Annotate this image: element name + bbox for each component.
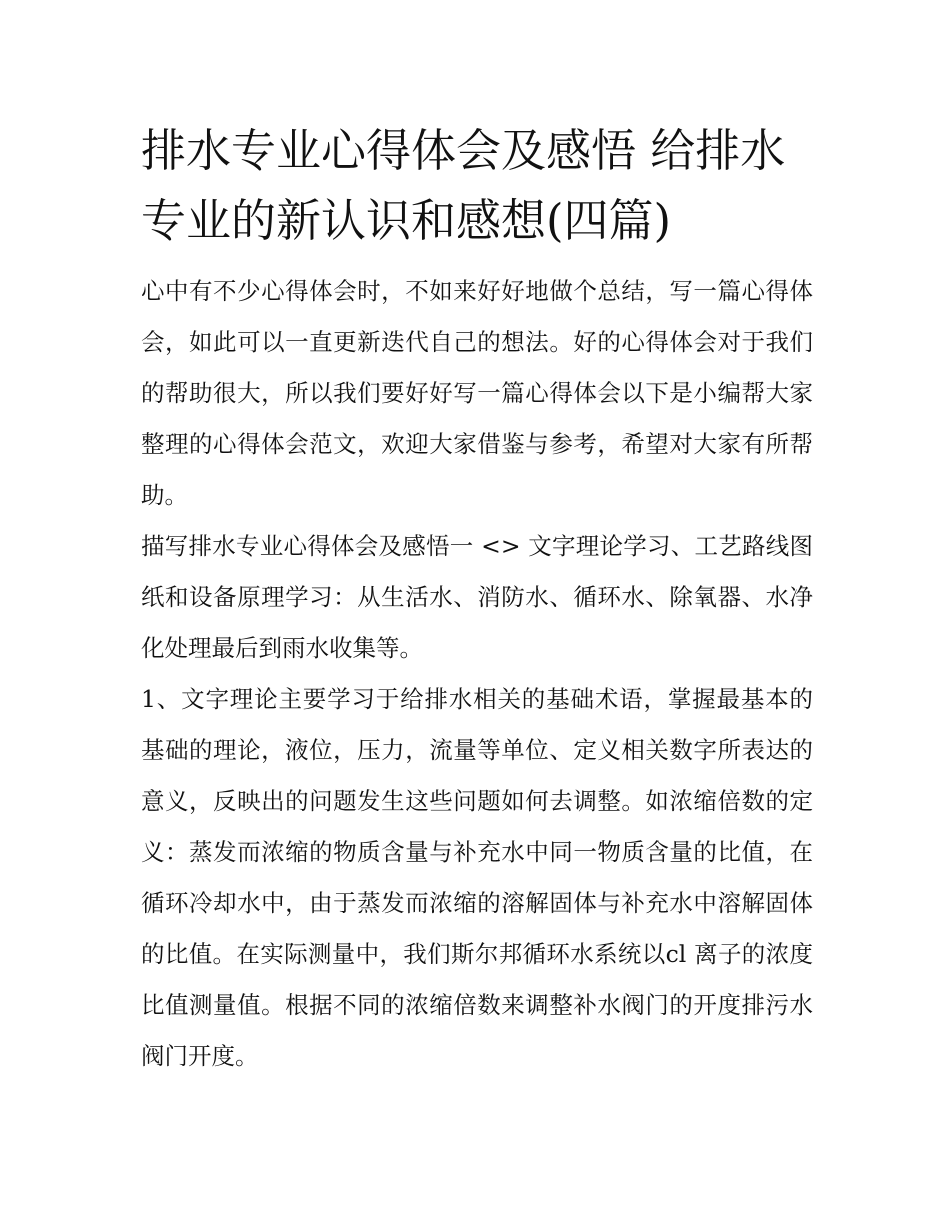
- paragraph-article-one: 描写排水专业心得体会及感悟一 <> 文字理论学习、工艺路线图纸和设备原理学习：从生活水、消防水、循环水、除氧器、水净化处理最后到雨水收集等。: [141, 532, 813, 662]
- document-body: [141, 116, 813, 1082]
- document-title: 排水专业心得体会及感悟 给排水专业的新认识和感想(四篇): [141, 124, 786, 247]
- paragraph-intro: 心中有不少心得体会时，不如来好好地做个总结，写一篇心得体会，如此可以一直更新迭代自己的想法。好的心得体会对于我们的帮助很大，所以我们要好好写一篇心得体会以下是小编帮大家整理的心得体会范文，欢迎大家借鉴与参考，希望对大家有所帮助。: [141, 277, 813, 509]
- paragraph-point-one: 1、文字理论主要学习于给排水相关的基础术语，掌握最基本的基础的理论，液位，压力，流量等单位、定义相关数字所表达的意义，反映出的问题发生这些问题如何去调整。如浓缩倍数的定义：蒸发而浓缩的物质含量与补充水中同一物质含量的比值，在循环冷却水中，由于蒸发而浓缩的溶解固体与补充水中溶解固体的比值。在实际测量中，我们斯尔邦循环水系统以cl 离子的浓度比值测量值。根据不同的浓缩倍数来调整补水阀门的开度排污水阀门开度。: [141, 685, 813, 1070]
